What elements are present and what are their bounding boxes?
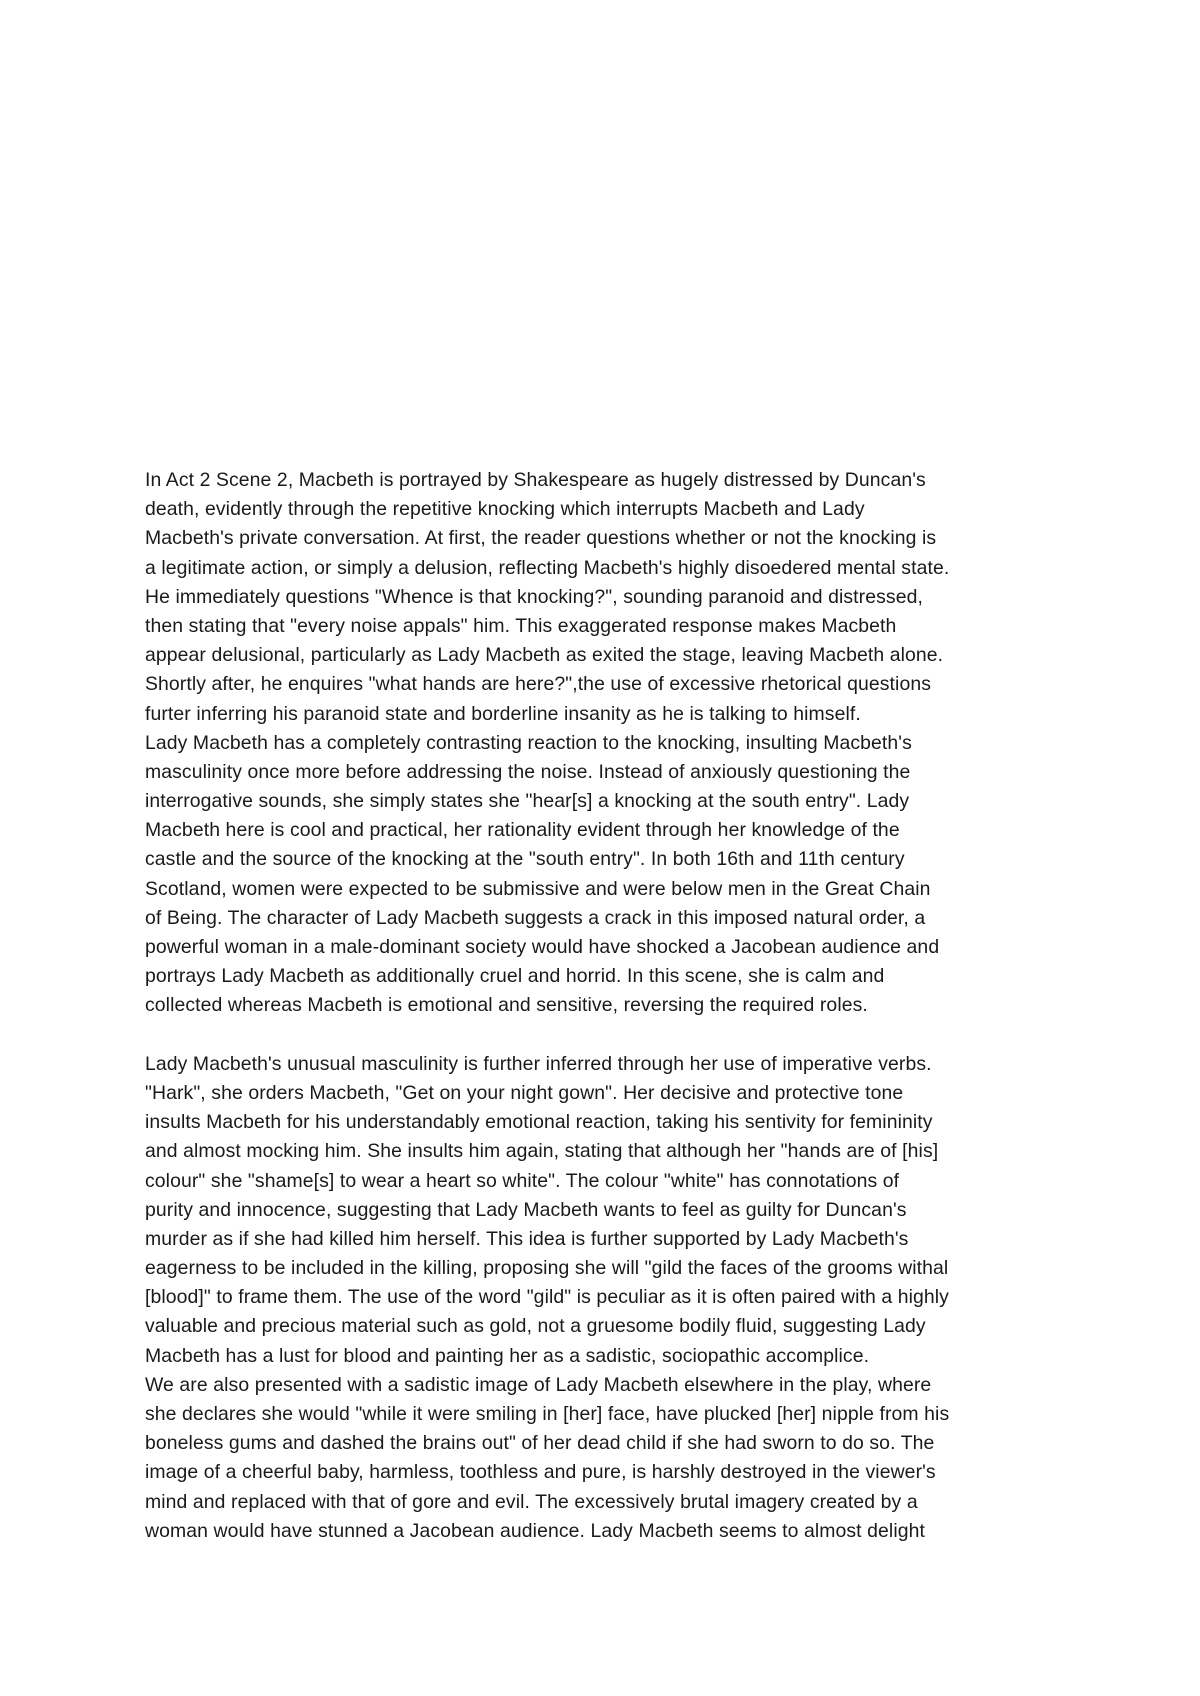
text-line: and almost mocking him. She insults him again, stating that although her "hands are of [his] bbox=[145, 1140, 939, 1163]
paragraph-break bbox=[145, 1021, 1075, 1050]
text-line: portrays Lady Macbeth as additionally cruel and horrid. In this scene, she is calm and bbox=[145, 965, 885, 988]
text-line: of Being. The character of Lady Macbeth suggests a crack in this imposed natural order, a bbox=[145, 906, 926, 929]
text-line: furter inferring his paranoid state and borderline insanity as he is talking to himself. bbox=[145, 702, 861, 725]
text-line: she declares she would "while it were smiling in [her] face, have plucked [her] nipple from his bbox=[145, 1403, 950, 1425]
text-line: death, evidently through the repetitive knocking which interrupts Macbeth and Lady bbox=[145, 498, 865, 521]
text-line: interrogative sounds, she simply states she "hear[s] a knocking at the south entry". Lady bbox=[145, 790, 910, 813]
text-line: valuable and precious material such as gold, not a gruesome bodily fluid, suggesting Lady bbox=[145, 1315, 926, 1338]
text-line: a legitimate action, or simply a delusion, reflecting Macbeth's highly disoedered mental state. bbox=[145, 556, 950, 579]
text-line: boneless gums and dashed the brains out" of her dead child if she had sworn to do so. The bbox=[145, 1432, 935, 1455]
text-line: image of a cheerful baby, harmless, toothless and pure, is harshly destroyed in the viewer's bbox=[145, 1461, 936, 1484]
text-line: Shortly after, he enquires "what hands are here?",the use of excessive rhetorical questions bbox=[145, 673, 932, 696]
text-line: castle and the source of the knocking at the "south entry". In both 16th and 11th century bbox=[145, 848, 905, 871]
text-line: purity and innocence, suggesting that Lady Macbeth wants to feel as guilty for Duncan's bbox=[145, 1198, 907, 1221]
text-line: "Hark", she orders Macbeth, "Get on your night gown". Her decisive and protective tone bbox=[145, 1081, 904, 1104]
text-line: eagerness to be included in the killing, proposing she will "gild the faces of the grooms withal bbox=[145, 1257, 949, 1280]
text-line: Scotland, women were expected to be submissive and were below men in the Great Chain bbox=[145, 877, 931, 900]
text-line: woman would have stunned a Jacobean audience. Lady Macbeth seems to almost delight bbox=[145, 1519, 925, 1542]
text-line: insults Macbeth for his understandably emotional reaction, taking his sentivity for femininity bbox=[145, 1111, 933, 1134]
text-line: Macbeth has a lust for blood and painting her as a sadistic, sociopathic accomplice. bbox=[145, 1344, 870, 1367]
text-line: Lady Macbeth has a completely contrasting reaction to the knocking, insulting Macbeth's bbox=[145, 731, 912, 754]
text-line: Macbeth here is cool and practical, her rationality evident through her knowledge of the bbox=[145, 819, 900, 842]
essay-body bbox=[145, 466, 1075, 1546]
text-line: Lady Macbeth's unusual masculinity is further inferred through her use of imperative verbs. bbox=[145, 1052, 932, 1075]
text-line: murder as if she had killed him herself. This idea is further supported by Lady Macbeth's bbox=[145, 1227, 909, 1250]
text-line: In Act 2 Scene 2, Macbeth is portrayed by Shakespeare as hugely distressed by Duncan's bbox=[145, 469, 926, 491]
text-line: We are also presented with a sadistic image of Lady Macbeth elsewhere in the play, where bbox=[145, 1373, 932, 1396]
text-line: collected whereas Macbeth is emotional and sensitive, reversing the required roles. bbox=[145, 994, 868, 1017]
text-line: then stating that "every noise appals" him. This exaggerated response makes Macbeth bbox=[145, 614, 897, 637]
text-line: appear delusional, particularly as Lady Macbeth as exited the stage, leaving Macbeth alone. bbox=[145, 644, 944, 667]
text-line: [blood]" to frame them. The use of the word "gild" is peculiar as it is often paired with a highly bbox=[145, 1286, 949, 1309]
text-line: masculinity once more before addressing the noise. Instead of anxiously questioning the bbox=[145, 760, 911, 783]
text-line: mind and replaced with that of gore and evil. The excessively brutal imagery created by a bbox=[145, 1490, 918, 1513]
text-line: Macbeth's private conversation. At first, the reader questions whether or not the knocking is bbox=[145, 527, 937, 550]
text-line: colour" she "shame[s] to wear a heart so white". The colour "white" has connotations of bbox=[145, 1169, 900, 1192]
text-line: powerful woman in a male-dominant society would have shocked a Jacobean audience and bbox=[145, 936, 940, 958]
text-line: He immediately questions "Whence is that knocking?", sounding paranoid and distressed, bbox=[145, 585, 923, 608]
